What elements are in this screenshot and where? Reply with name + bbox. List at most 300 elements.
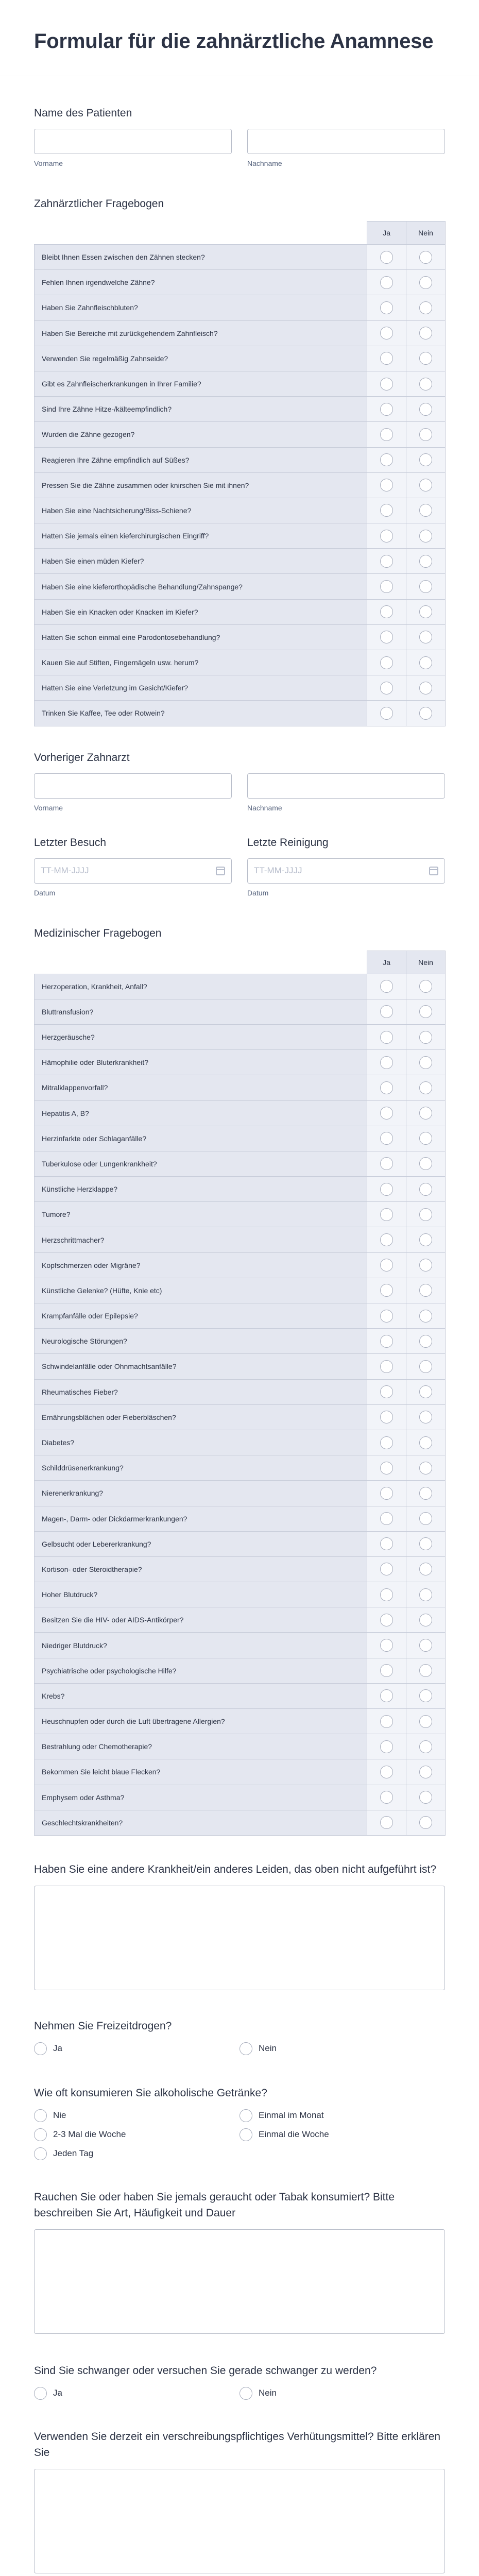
dental-row (35, 523, 446, 549)
radio-no[interactable] (419, 1081, 432, 1094)
radio-yes[interactable] (380, 656, 393, 669)
dental-question: Verwenden Sie regelmäßig Zahnseide? (35, 346, 367, 371)
medical-cell-yes (367, 1556, 406, 1582)
medical-row (35, 1227, 446, 1252)
medical-cell-no (406, 1759, 446, 1785)
dental-cell-no (406, 675, 446, 701)
radio-no[interactable] (419, 479, 432, 492)
medical-row (35, 1177, 446, 1202)
dental-questionnaire-label: Zahnärztlicher Fragebogen (34, 198, 164, 210)
medical-question: Tumore? (35, 1202, 367, 1227)
dental-cell-yes (367, 650, 406, 675)
dental-question: Haben Sie einen müden Kiefer? (35, 549, 367, 574)
form-title: Formular für die zahnärztliche Anamnese (34, 30, 434, 53)
radio-no[interactable] (419, 707, 432, 720)
medical-cell-yes (367, 1075, 406, 1100)
medical-row (35, 1379, 446, 1404)
alcohol-options (34, 2109, 445, 2160)
radio-yes[interactable] (380, 276, 393, 289)
dental-question: Hatten Sie eine Verletzung im Gesicht/Kiefer? (35, 675, 367, 701)
dental-cell-no (406, 498, 446, 523)
last-cleaning-sublabel: Datum (247, 888, 269, 897)
radio-yes[interactable] (380, 1614, 393, 1626)
radio-yes[interactable] (380, 1791, 393, 1804)
radio-no[interactable] (419, 1107, 432, 1120)
dental-matrix (34, 221, 446, 726)
dental-cell-yes (367, 422, 406, 447)
dental-row (35, 346, 446, 371)
pregnancy-option-yes[interactable] (34, 2387, 239, 2400)
radio-yes[interactable] (380, 1462, 393, 1475)
medical-cell-no (406, 1075, 446, 1100)
medical-cell-yes (367, 1734, 406, 1759)
radio-yes[interactable] (380, 1031, 393, 1044)
patient-name-label: Name des Patienten (34, 107, 132, 119)
medical-row (35, 1455, 446, 1481)
radio-yes[interactable] (380, 1639, 393, 1652)
radio-yes[interactable] (380, 1107, 393, 1120)
dentist-first-name-input[interactable] (34, 773, 232, 799)
radio-no[interactable] (419, 1233, 432, 1246)
medical-row (35, 1354, 446, 1379)
radio-no[interactable] (419, 1766, 432, 1778)
medical-row (35, 1202, 446, 1227)
radio-yes[interactable] (380, 251, 393, 264)
dental-row (35, 472, 446, 498)
medical-question: Gelbsucht oder Lebererkrankung? (35, 1531, 367, 1556)
dental-question: Hatten Sie jemals einen kieferchirurgischen Eingriff? (35, 523, 367, 549)
radio-yes[interactable] (380, 403, 393, 416)
radio-no[interactable] (419, 1462, 432, 1475)
dental-cell-no (406, 346, 446, 371)
medical-cell-no (406, 1481, 446, 1506)
radio-no[interactable] (419, 580, 432, 593)
medical-question: Herzgeräusche? (35, 1024, 367, 1049)
dental-cell-yes (367, 270, 406, 295)
radio-yes[interactable] (380, 428, 393, 441)
calendar-icon[interactable] (429, 867, 438, 875)
medical-matrix (34, 951, 446, 1836)
radio-yes[interactable] (380, 504, 393, 517)
medical-cell-no (406, 1202, 446, 1227)
radio-yes[interactable] (380, 555, 393, 568)
medical-row (35, 1506, 446, 1531)
medical-cell-yes (367, 1531, 406, 1556)
dental-questionnaire-section (34, 198, 445, 726)
dental-row (35, 549, 446, 574)
option-label: Ja (53, 2043, 62, 2054)
medical-question: Herzschrittmacher? (35, 1227, 367, 1252)
radio-yes[interactable] (380, 1208, 393, 1221)
radio-yes[interactable] (380, 1157, 393, 1170)
dental-row (35, 498, 446, 523)
medical-cell-no (406, 1455, 446, 1481)
option-label: Ja (53, 2388, 62, 2398)
medical-cell-yes (367, 1607, 406, 1633)
radio-no[interactable] (419, 530, 432, 543)
radio-no[interactable] (419, 1689, 432, 1702)
medical-cell-no (406, 1506, 446, 1531)
dental-cell-no (406, 295, 446, 320)
radio-no[interactable] (419, 1664, 432, 1677)
dental-row (35, 270, 446, 295)
medical-cell-yes (367, 1759, 406, 1785)
dental-cell-yes (367, 245, 406, 270)
dentist-last-name-sublabel: Nachname (247, 803, 282, 812)
medical-cell-no (406, 1177, 446, 1202)
radio-yes[interactable] (380, 1740, 393, 1753)
alcohol-option-weekly[interactable] (239, 2128, 445, 2141)
dental-cell-no (406, 270, 446, 295)
medical-question: Heuschnupfen oder durch die Luft übertragene Allergien? (35, 1709, 367, 1734)
radio-yes[interactable] (380, 479, 393, 492)
radio-yes[interactable] (380, 378, 393, 391)
radio-yes[interactable] (380, 1310, 393, 1323)
medical-question: Herzinfarkte oder Schlaganfälle? (35, 1126, 367, 1151)
medical-cell-no (406, 1329, 446, 1354)
radio-yes[interactable] (380, 631, 393, 643)
medical-cell-no (406, 974, 446, 999)
medical-question: Schwindelanfälle oder Ohnmachtsanfälle? (35, 1354, 367, 1379)
dental-col-no: Nein (406, 222, 446, 245)
medical-question: Künstliche Gelenke? (Hüfte, Knie etc) (35, 1278, 367, 1303)
radio-yes[interactable] (380, 1183, 393, 1196)
radio-yes[interactable] (380, 1132, 393, 1145)
radio-no[interactable] (419, 453, 432, 466)
alcohol-option-2-3-weekly[interactable] (34, 2128, 239, 2141)
radio-no[interactable] (419, 1310, 432, 1323)
radio-yes[interactable] (380, 301, 393, 314)
dental-question: Trinken Sie Kaffee, Tee oder Rotwein? (35, 701, 367, 726)
radio-no[interactable] (419, 1740, 432, 1753)
medical-question: Neurologische Störungen? (35, 1329, 367, 1354)
radio-yes[interactable] (380, 1233, 393, 1246)
contraceptive-section (34, 2429, 445, 2573)
radio-no[interactable] (419, 605, 432, 618)
medical-cell-yes (367, 1100, 406, 1126)
radio-yes[interactable] (380, 682, 393, 694)
option-label: Nein (259, 2043, 277, 2054)
option-label: Einmal im Monat (259, 2110, 324, 2121)
radio-yes[interactable] (380, 1360, 393, 1373)
other-illness-label: Haben Sie eine andere Krankheit/ein anderes Leiden, das oben nicht aufgeführt ist? (34, 1863, 437, 1875)
medical-row (35, 1633, 446, 1658)
medical-question: Ernährungsblächen oder Fieberbläschen? (35, 1404, 367, 1430)
medical-cell-yes (367, 1202, 406, 1227)
dental-cell-yes (367, 498, 406, 523)
dental-row (35, 447, 446, 472)
medical-cell-yes (367, 1050, 406, 1075)
radio-yes[interactable] (380, 1081, 393, 1094)
radio-no[interactable] (419, 428, 432, 441)
smoking-textarea[interactable] (34, 2229, 445, 2334)
radio-yes[interactable] (380, 1005, 393, 1018)
radio-yes[interactable] (380, 1259, 393, 1272)
medical-cell-no (406, 1227, 446, 1252)
radio-button[interactable] (239, 2128, 252, 2141)
radio-no[interactable] (419, 301, 432, 314)
medical-cell-yes (367, 1582, 406, 1607)
radio-button[interactable] (239, 2387, 252, 2400)
pregnancy-option-no[interactable] (239, 2387, 445, 2400)
dental-cell-yes (367, 675, 406, 701)
dental-row (35, 320, 446, 346)
medical-row (35, 1075, 446, 1100)
radio-button[interactable] (34, 2147, 47, 2160)
contraceptive-textarea[interactable] (34, 2469, 445, 2573)
medical-cell-no (406, 1100, 446, 1126)
radio-button[interactable] (34, 2042, 47, 2055)
radio-no[interactable] (419, 1031, 432, 1044)
medical-cell-no (406, 1633, 446, 1658)
radio-no[interactable] (419, 1563, 432, 1575)
medical-cell-yes (367, 1126, 406, 1151)
radio-no[interactable] (419, 1411, 432, 1423)
radio-no[interactable] (419, 682, 432, 694)
option-label: Nie (53, 2110, 66, 2121)
radio-yes[interactable] (380, 1385, 393, 1398)
radio-yes[interactable] (380, 1664, 393, 1677)
previous-dentist-section (34, 752, 445, 812)
medical-cell-yes (367, 1354, 406, 1379)
medical-col-no: Nein (406, 951, 446, 974)
last-cleaning-date-input[interactable] (247, 858, 445, 884)
smoking-section (34, 2189, 445, 2334)
last-visit-label: Letzter Besuch (34, 836, 107, 849)
radio-no[interactable] (419, 1132, 432, 1145)
medical-row (35, 1252, 446, 1278)
dental-question: Haben Sie eine kieferorthopädische Behandlung/Zahnspange? (35, 574, 367, 599)
radio-button[interactable] (34, 2109, 47, 2122)
radio-no[interactable] (419, 403, 432, 416)
dental-cell-no (406, 574, 446, 599)
medical-question: Hoher Blutdruck? (35, 1582, 367, 1607)
medical-row (35, 1430, 446, 1455)
medical-cell-no (406, 1582, 446, 1607)
medical-question: Magen-, Darm- oder Dickdarmerkrankungen? (35, 1506, 367, 1531)
medical-row (35, 1126, 446, 1151)
medical-cell-yes (367, 1810, 406, 1835)
radio-yes[interactable] (380, 980, 393, 993)
medical-question: Tuberkulose oder Lungenkrankheit? (35, 1151, 367, 1176)
drugs-option-no[interactable] (239, 2042, 445, 2055)
medical-cell-yes (367, 1506, 406, 1531)
last-visit-date-input[interactable] (34, 858, 232, 884)
dental-row (35, 675, 446, 701)
radio-no[interactable] (419, 1335, 432, 1348)
dental-row (35, 599, 446, 624)
medical-cell-yes (367, 1455, 406, 1481)
medical-question: Künstliche Herzklappe? (35, 1177, 367, 1202)
dental-row (35, 371, 446, 396)
option-label: Jeden Tag (53, 2148, 94, 2159)
medical-row (35, 1785, 446, 1810)
medical-cell-yes (367, 1658, 406, 1683)
last-cleaning-placeholder: TT-MM-JJJJ (254, 866, 302, 876)
radio-no[interactable] (419, 1588, 432, 1601)
medical-cell-no (406, 1709, 446, 1734)
dental-row (35, 397, 446, 422)
medical-question: Niedriger Blutdruck? (35, 1633, 367, 1658)
medical-cell-no (406, 1556, 446, 1582)
radio-no[interactable] (419, 1360, 432, 1373)
medical-question: Bekommen Sie leicht blaue Flecken? (35, 1759, 367, 1785)
radio-no[interactable] (419, 276, 432, 289)
medical-question: Diabetes? (35, 1430, 367, 1455)
dental-cell-yes (367, 701, 406, 726)
medical-row (35, 1810, 446, 1835)
drugs-option-yes[interactable] (34, 2042, 239, 2055)
radio-yes[interactable] (380, 1056, 393, 1069)
medical-row (35, 999, 446, 1024)
radio-yes[interactable] (380, 1335, 393, 1348)
radio-button[interactable] (239, 2109, 252, 2122)
radio-yes[interactable] (380, 352, 393, 365)
radio-yes[interactable] (380, 1816, 393, 1829)
radio-no[interactable] (419, 1157, 432, 1170)
dental-cell-yes (367, 624, 406, 650)
radio-no[interactable] (419, 1056, 432, 1069)
alcohol-option-daily[interactable] (34, 2147, 239, 2160)
radio-yes[interactable] (380, 1512, 393, 1525)
medical-cell-yes (367, 999, 406, 1024)
radio-no[interactable] (419, 656, 432, 669)
patient-last-name-input[interactable] (247, 129, 445, 154)
radio-no[interactable] (419, 1385, 432, 1398)
radio-no[interactable] (419, 555, 432, 568)
dental-question: Fehlen Ihnen irgendwelche Zähne? (35, 270, 367, 295)
visit-dates-section (34, 837, 445, 897)
radio-no[interactable] (419, 1487, 432, 1500)
medical-row (35, 1734, 446, 1759)
radio-no[interactable] (419, 1791, 432, 1804)
radio-no[interactable] (419, 378, 432, 391)
radio-no[interactable] (419, 327, 432, 340)
medical-cell-no (406, 1278, 446, 1303)
form-header (0, 0, 479, 76)
other-illness-section (34, 1861, 445, 1990)
radio-yes[interactable] (380, 453, 393, 466)
dental-question: Kauen Sie auf Stiften, Fingernägeln usw. herum? (35, 650, 367, 675)
radio-button[interactable] (34, 2387, 47, 2400)
alcohol-option-monthly[interactable] (239, 2109, 445, 2122)
dental-row (35, 701, 446, 726)
radio-no[interactable] (419, 631, 432, 643)
radio-yes[interactable] (380, 1411, 393, 1423)
radio-no[interactable] (419, 352, 432, 365)
medical-question: Hämophilie oder Bluterkrankheit? (35, 1050, 367, 1075)
other-illness-textarea[interactable] (34, 1886, 445, 1990)
medical-cell-yes (367, 1303, 406, 1329)
medical-cell-no (406, 1531, 446, 1556)
radio-yes[interactable] (380, 707, 393, 720)
medical-cell-yes (367, 1252, 406, 1278)
radio-no[interactable] (419, 1005, 432, 1018)
radio-yes[interactable] (380, 1689, 393, 1702)
radio-yes[interactable] (380, 1436, 393, 1449)
dental-cell-no (406, 624, 446, 650)
medical-question: Hepatitis A, B? (35, 1100, 367, 1126)
radio-no[interactable] (419, 1259, 432, 1272)
radio-button[interactable] (239, 2042, 252, 2055)
radio-no[interactable] (419, 1208, 432, 1221)
medical-cell-yes (367, 1151, 406, 1176)
medical-row (35, 1050, 446, 1075)
radio-no[interactable] (419, 1614, 432, 1626)
radio-no[interactable] (419, 1537, 432, 1550)
radio-yes[interactable] (380, 605, 393, 618)
alcohol-option-never[interactable] (34, 2109, 239, 2122)
radio-yes[interactable] (380, 1588, 393, 1601)
radio-button[interactable] (34, 2128, 47, 2141)
radio-no[interactable] (419, 980, 432, 993)
radio-no[interactable] (419, 1436, 432, 1449)
patient-first-name-input[interactable] (34, 129, 232, 154)
radio-yes[interactable] (380, 327, 393, 340)
drugs-section (34, 2018, 445, 2055)
medical-cell-yes (367, 1024, 406, 1049)
medical-cell-yes (367, 1785, 406, 1810)
radio-yes[interactable] (380, 1766, 393, 1778)
dental-row (35, 574, 446, 599)
dental-question: Pressen Sie die Zähne zusammen oder knirschen Sie mit ihnen? (35, 472, 367, 498)
patient-first-name-sublabel: Vorname (34, 159, 63, 167)
medical-cell-no (406, 1810, 446, 1835)
medical-cell-no (406, 999, 446, 1024)
medical-col-yes: Ja (367, 951, 406, 974)
dental-cell-no (406, 371, 446, 396)
radio-yes[interactable] (380, 1715, 393, 1728)
radio-no[interactable] (419, 251, 432, 264)
radio-yes[interactable] (380, 580, 393, 593)
medical-row (35, 1556, 446, 1582)
dental-cell-yes (367, 472, 406, 498)
medical-cell-no (406, 1658, 446, 1683)
radio-yes[interactable] (380, 1563, 393, 1575)
calendar-icon[interactable] (216, 867, 225, 875)
drugs-options (34, 2042, 445, 2055)
radio-no[interactable] (419, 504, 432, 517)
medical-question: Kortison- oder Steroidtherapie? (35, 1556, 367, 1582)
medical-row (35, 1100, 446, 1126)
radio-no[interactable] (419, 1639, 432, 1652)
medical-question: Kopfschmerzen oder Migräne? (35, 1252, 367, 1278)
radio-yes[interactable] (380, 1487, 393, 1500)
radio-yes[interactable] (380, 530, 393, 543)
dental-question: Haben Sie eine Nachtsicherung/Biss-Schiene? (35, 498, 367, 523)
radio-no[interactable] (419, 1816, 432, 1829)
medical-row (35, 1151, 446, 1176)
radio-no[interactable] (419, 1183, 432, 1196)
dentist-last-name-input[interactable] (247, 773, 445, 799)
radio-no[interactable] (419, 1715, 432, 1728)
radio-no[interactable] (419, 1284, 432, 1297)
dental-row (35, 624, 446, 650)
medical-question: Bluttransfusion? (35, 999, 367, 1024)
dental-question: Reagieren Ihre Zähne empfindlich auf Süßes? (35, 447, 367, 472)
dental-question: Gibt es Zahnfleischerkrankungen in Ihrer Familie? (35, 371, 367, 396)
radio-yes[interactable] (380, 1537, 393, 1550)
dental-col-yes: Ja (367, 222, 406, 245)
drugs-label: Nehmen Sie Freizeitdrogen? (34, 2020, 172, 2032)
medical-question: Bestrahlung oder Chemotherapie? (35, 1734, 367, 1759)
radio-no[interactable] (419, 1512, 432, 1525)
dental-cell-yes (367, 397, 406, 422)
medical-question: Schilddrüsenerkrankung? (35, 1455, 367, 1481)
medical-row (35, 1683, 446, 1708)
medical-row (35, 1531, 446, 1556)
radio-yes[interactable] (380, 1284, 393, 1297)
